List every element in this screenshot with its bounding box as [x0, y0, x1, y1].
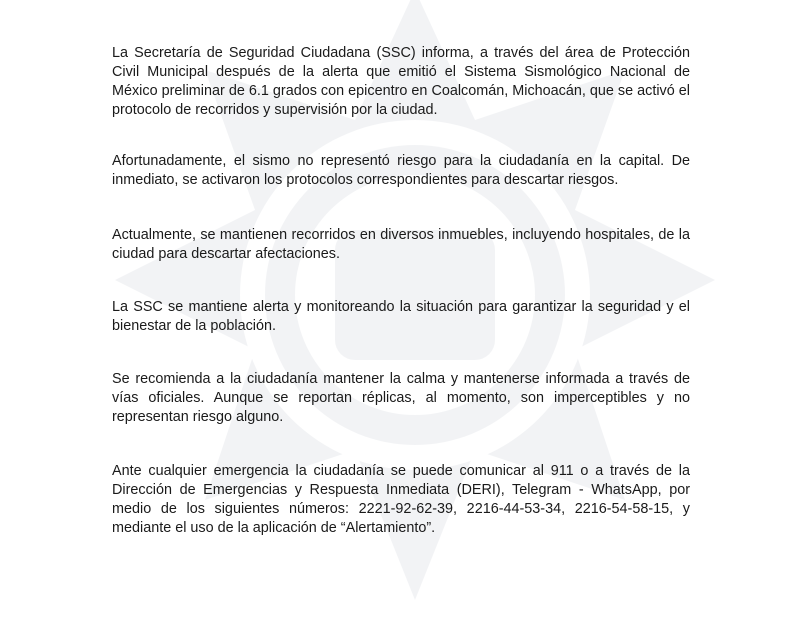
paragraph-recomendacion: Se recomienda a la ciudadanía mantener la calma y mantenerse informada a través de vías oficiales. Aunque se reportan réplicas, al momento, son imperceptibles y no representan riesgo alguno. [112, 371, 690, 425]
paragraph-ssc-informa: La Secretaría de Seguridad Ciudadana (SSC) informa, a través del área de Protección Civil Municipal después de la alerta que emitió el Sistema Sismológico Nacional de México preliminar de 6.1 grados con epicentro en Coalcomán, Michoacán, que se activó el protocolo de recorridos y supervisión por la ciudad. [112, 45, 690, 118]
paragraph-monitoreo: La SSC se mantiene alerta y monitoreando la situación para garantizar la seguridad y el bienestar de la población. [112, 299, 690, 334]
paragraph-recorridos: Actualmente, se mantienen recorridos en diversos inmuebles, incluyendo hospitales, de la ciudad para descartar afectaciones. [112, 227, 690, 262]
paragraph-contacto-emergencia: Ante cualquier emergencia la ciudadanía se puede comunicar al 911 o a través de la Dirección de Emergencias y Respuesta Inmediata (DERI), Telegram - WhatsApp, por medio de los siguientes números: 2221-92-62-39, 2216-44-53-34, 2216-54-58-15, y mediante el uso de la aplicación de “Alertamiento”. [112, 463, 690, 536]
paragraph-sin-riesgo: Afortunadamente, el sismo no representó riesgo para la ciudadanía en la capital. De inmediato, se activaron los protocolos correspondientes para descartar riesgos. [112, 153, 690, 188]
